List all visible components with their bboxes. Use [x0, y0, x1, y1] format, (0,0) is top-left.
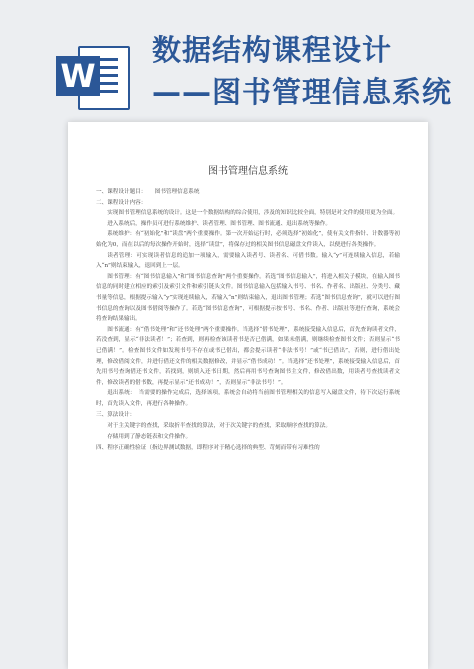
body-paragraph: 图书流通：有“借书处理”和“还书处理”两个重要操作。当选择“借书处理”，系统接受输入信息后，首先查询读者文件，若没查到，显示“非法读者！”；若查到，则再检查该读者书是否已借满，如果未借满，则继续检查图书文件；否则显示“书已借满！”。检查图书文件如发现书号不存在或书已借出，都会提示读者“非法书号！”或“书已借出”，否则，进行借出处理，修改借阅文件，并进行借还文件的相关数据修改，并显示“借书成功！”。当选择“还书处理”，系统接受输入信息后，首先用书号查询借还书文件，若找到，则填入还书日期，然后再用书号查询图书主文件，修改借出数，用读者号查找读者文件，修改读者的借书数，再提示显示“还书成功！”，否则显示“非法书号！”。 — [96, 326, 400, 386]
body-paragraph: 实现图书管理信息系统的设计。这是一个数据结构的综合使用，涉及的知识比较全面，特别是对文件的使用更为全面。 — [107, 210, 399, 217]
body-paragraph: 退出系统： 当需要的操作完成后，选择该项，系统会自动将当前图书管理相关的信息写入磁盘文件，待下次运行系统时，首先读入文件，再进行各种操作。 — [96, 390, 400, 407]
document-page — [68, 122, 428, 669]
body-paragraph: 存储用到了静态链表和文件操作。 — [107, 433, 192, 440]
banner-title-line1: 数据结构课程设计 — [152, 33, 393, 67]
banner — [0, 0, 474, 120]
section-heading: 一、课程设计题目： 图书管理信息系统 — [96, 189, 200, 195]
section-heading: 二、课程设计内容： — [96, 199, 147, 206]
body-paragraph: 系统维护：有“初始化”和“读盘”两个重要操作。第一次开始运行时，必须选择“初始化”，使有关文件指针、计数器等初始化为0，而在以后的每次操作开始时，选择“读盘”，将保存过的相关图书信息磁盘文件读入，以便进行各类操作。 — [96, 231, 400, 248]
banner-title-line2: ——图书管理信息系统 — [152, 75, 453, 109]
section-heading: 三、算法设计： — [96, 412, 136, 419]
document-body — [96, 162, 400, 454]
document-title: 图书管理信息系统 — [208, 166, 288, 177]
body-paragraph: 读者管理：可实现读者信息的追加一项输入，需要输入读者号、读者名、可借书数。输入“y”可连续输入信息，若输入“n”则结束输入，退回到上一层。 — [96, 252, 400, 270]
icon-letter: W — [56, 56, 100, 96]
word-document-icon — [56, 40, 130, 112]
body-paragraph: 进入系统后，操作员可进行系统维护、读者管理、图书管理、图书流通、退出系统等操作。 — [107, 220, 331, 227]
body-paragraph: 图书管理：有“图书信息输入”和“图书信息查询”两个重要操作。若选“图书信息输入”，将进入相关子模块，在输入图书信息的同时建立相应的索引及索引文件和索引链头文件。图书信息输入包括输入书号、书名、作者名、出版社、分类号、藏书量等信息，根据提示输入“y”实现连续输入，若输入“n”则结束输入，退出图书管理；若选“图书信息查询”，就可以进行图书信息的查询以及图书借阅等操作了。若选“图书信息查询”，可根据提示按书号、书名、作者、出版社等进行查询，系统会将查询结果输出。 — [96, 273, 400, 323]
body-paragraph: 对于主关键字的查找，采取折半查找的算法，对于次关键字的查找，采取顺序查找的算法。 — [107, 423, 331, 430]
section-heading: 四、程序正确性验证（指边界测试数据，即程序对于精心选择的典型、苛刻而带有习难性的 — [96, 445, 320, 452]
